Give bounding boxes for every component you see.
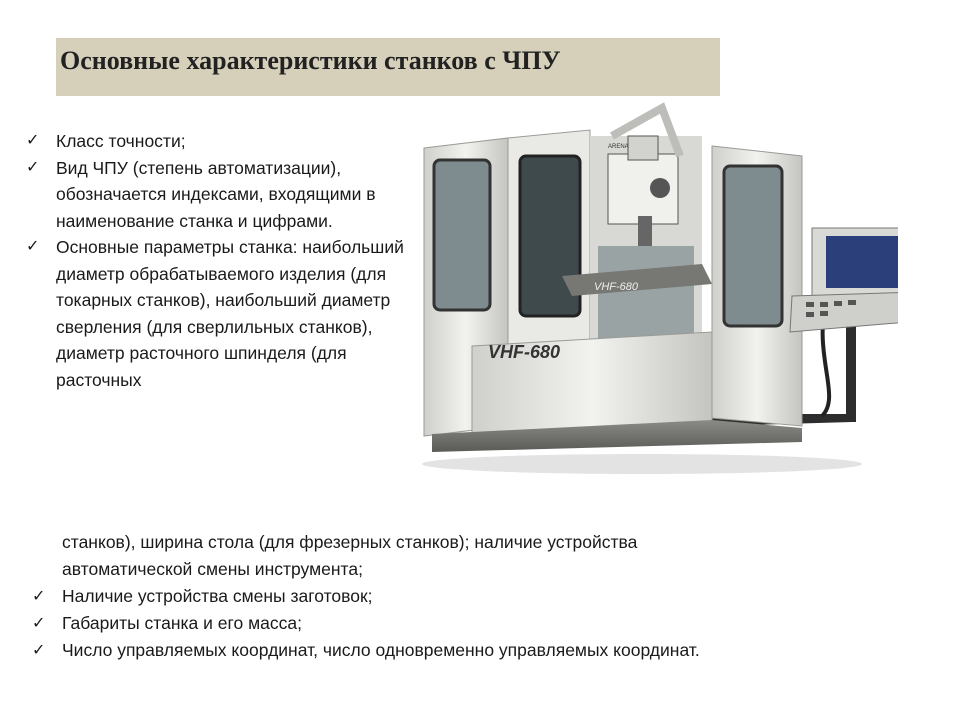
checkmark-icon: ✓	[26, 238, 40, 255]
bullet-item	[22, 234, 412, 393]
bullet-item	[28, 637, 700, 664]
continuation-line: автоматической смены инструмента;	[62, 558, 363, 579]
bullet-item	[22, 155, 412, 235]
bullet-list-bottom	[28, 583, 700, 664]
checkmark-icon: ✓	[32, 588, 46, 605]
checkmark-icon: ✓	[26, 158, 40, 176]
bullet-text: Число управляемых координат, число одновременно управляемых координат.	[62, 640, 700, 660]
checkmark-icon: ✓	[32, 615, 46, 632]
checkmark-icon: ✓	[26, 132, 40, 149]
bullet-text: Основные параметры станка: наибольший диаметр обрабатываемого изделия (для токарных станков), наибольший диаметр сверления (для сверлильных станков), диаметр расточного шпинделя (для расточных	[56, 237, 404, 390]
continuation-line: станков), ширина стола (для фрезерных станков); наличие устройства	[62, 532, 638, 552]
slide-title: Основные характеристики станков с ЧПУ	[60, 46, 561, 75]
bullet-text: Наличие устройства смены заготовок;	[62, 586, 373, 606]
brand-label: ARENA	[608, 144, 629, 150]
continuation-text	[62, 529, 637, 582]
machine-label-front: VHF-680	[488, 342, 561, 362]
bullet-item	[28, 583, 700, 610]
bullet-item	[22, 128, 412, 155]
title-bar	[56, 38, 720, 96]
bullet-list-top	[22, 128, 412, 393]
machine-label-table: VHF-680	[594, 281, 639, 293]
cnc-machine-image	[412, 96, 898, 476]
bullet-text: Вид ЧПУ (степень автоматизации), обозначается индексами, входящими в наименование станка и цифрами.	[56, 157, 376, 231]
bullet-item	[28, 610, 700, 637]
bullet-text: Класс точности;	[56, 131, 186, 151]
checkmark-icon: ✓	[32, 642, 46, 659]
bullet-text: Габариты станка и его масса;	[62, 613, 302, 633]
